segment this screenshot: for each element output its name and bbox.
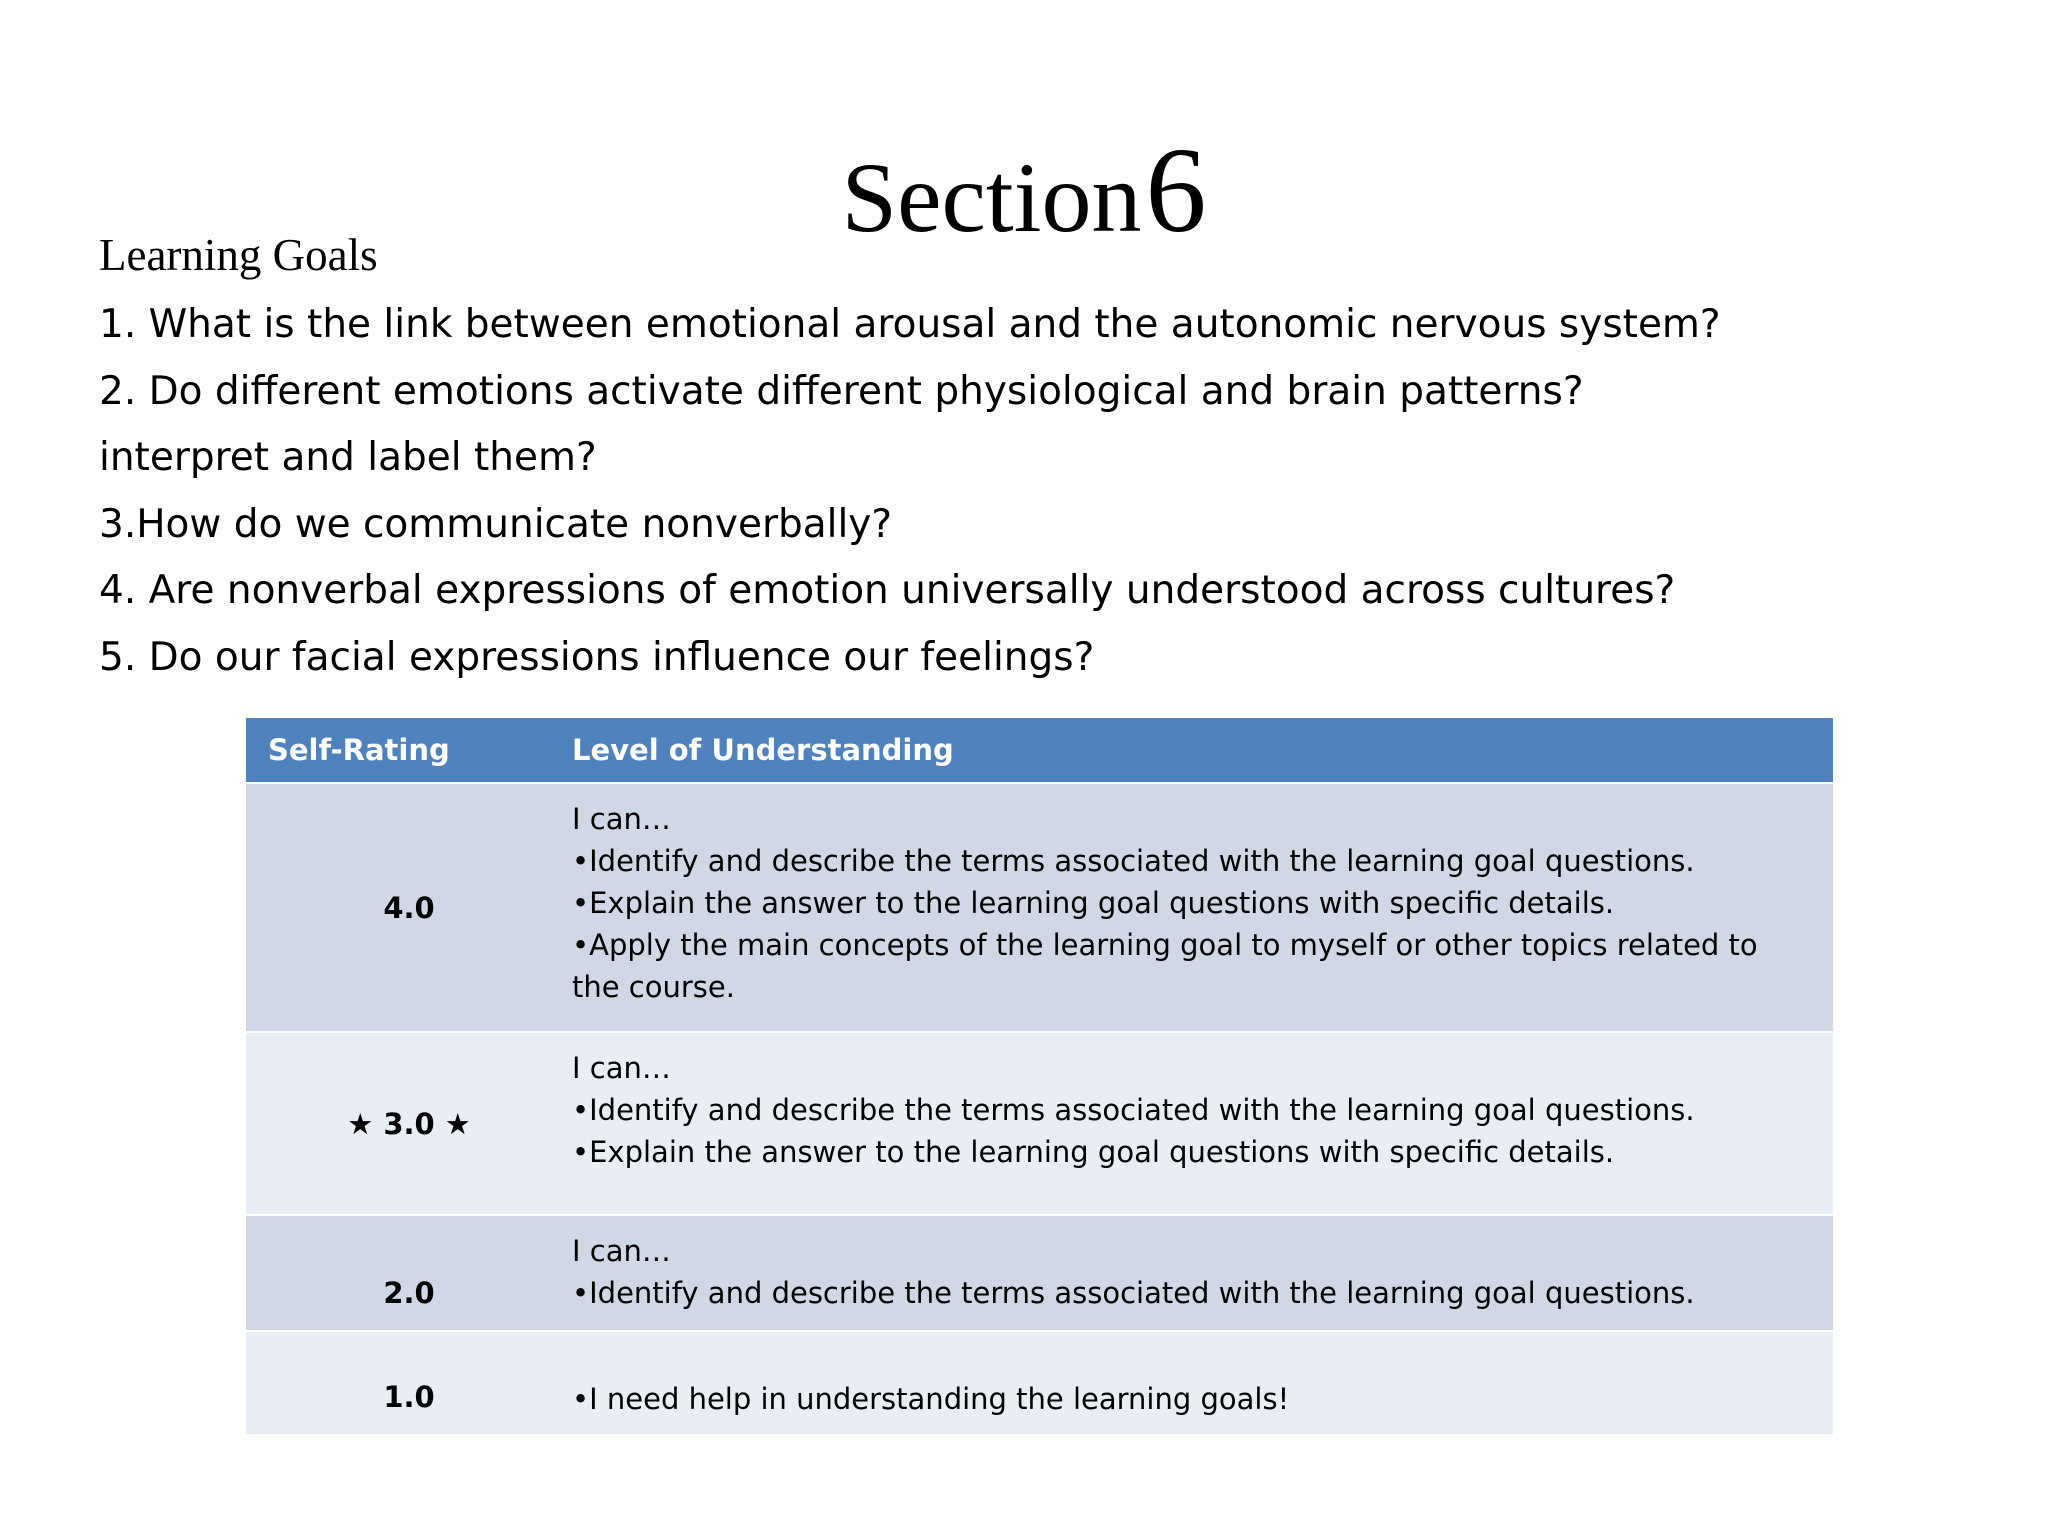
level-line: •Identify and describe the terms associated with the learning goal questions.	[572, 1093, 1695, 1127]
table-row	[246, 1330, 1833, 1434]
level-line: •Apply the main concepts of the learning goal to myself or other topics related to the course.	[572, 928, 1758, 1004]
level-line: •Identify and describe the terms associated with the learning goal questions.	[572, 844, 1695, 878]
rating-cell: 2.0	[383, 1276, 435, 1310]
level-line: I can…	[572, 802, 671, 836]
level-line: •Explain the answer to the learning goal questions with specific details.	[572, 1135, 1615, 1169]
level-line: •Identify and describe the terms associated with the learning goal questions.	[572, 1276, 1695, 1310]
table-header-row	[246, 718, 1833, 782]
level-line: I can…	[572, 1234, 671, 1268]
learning-goal-item: interpret and label them?	[99, 435, 597, 480]
title-word: Section	[841, 142, 1142, 253]
level-line: •Explain the answer to the learning goal questions with specific details.	[572, 886, 1615, 920]
level-line: •I need help in understanding the learning goals!	[572, 1382, 1290, 1416]
level-cell	[572, 1216, 1833, 1330]
learning-goals-heading: Learning Goals	[99, 230, 378, 280]
learning-goal-item: 2. Do different emotions activate different physiological and brain patterns?	[99, 368, 1584, 414]
learning-goal-item: 1. What is the link between emotional arousal and the autonomic nervous system?	[99, 302, 1721, 347]
table-row	[246, 782, 1833, 1031]
header-level-of-understanding: Level of Understanding	[572, 733, 954, 767]
self-rating-table	[246, 718, 1833, 1434]
rating-cell: 1.0	[383, 1380, 435, 1414]
level-cell	[572, 784, 1833, 1031]
level-line: I can…	[572, 1051, 671, 1085]
rating-cell: ★ 3.0 ★	[347, 1106, 471, 1141]
learning-goal-item: 3.How do we communicate nonverbally?	[99, 501, 893, 547]
header-self-rating: Self-Rating	[268, 733, 450, 767]
rating-cell: 4.0	[383, 890, 435, 925]
learning-goal-item: 4. Are nonverbal expressions of emotion universally understood across cultures?	[99, 568, 1676, 613]
learning-goal-item: 5. Do our facial expressions influence our feelings?	[99, 634, 1095, 680]
table-row	[246, 1214, 1833, 1330]
learning-goals-list	[99, 292, 1721, 691]
title-number: 6	[1145, 123, 1207, 258]
level-cell	[572, 1332, 1833, 1434]
level-cell	[572, 1033, 1833, 1214]
table-row	[246, 1031, 1833, 1214]
